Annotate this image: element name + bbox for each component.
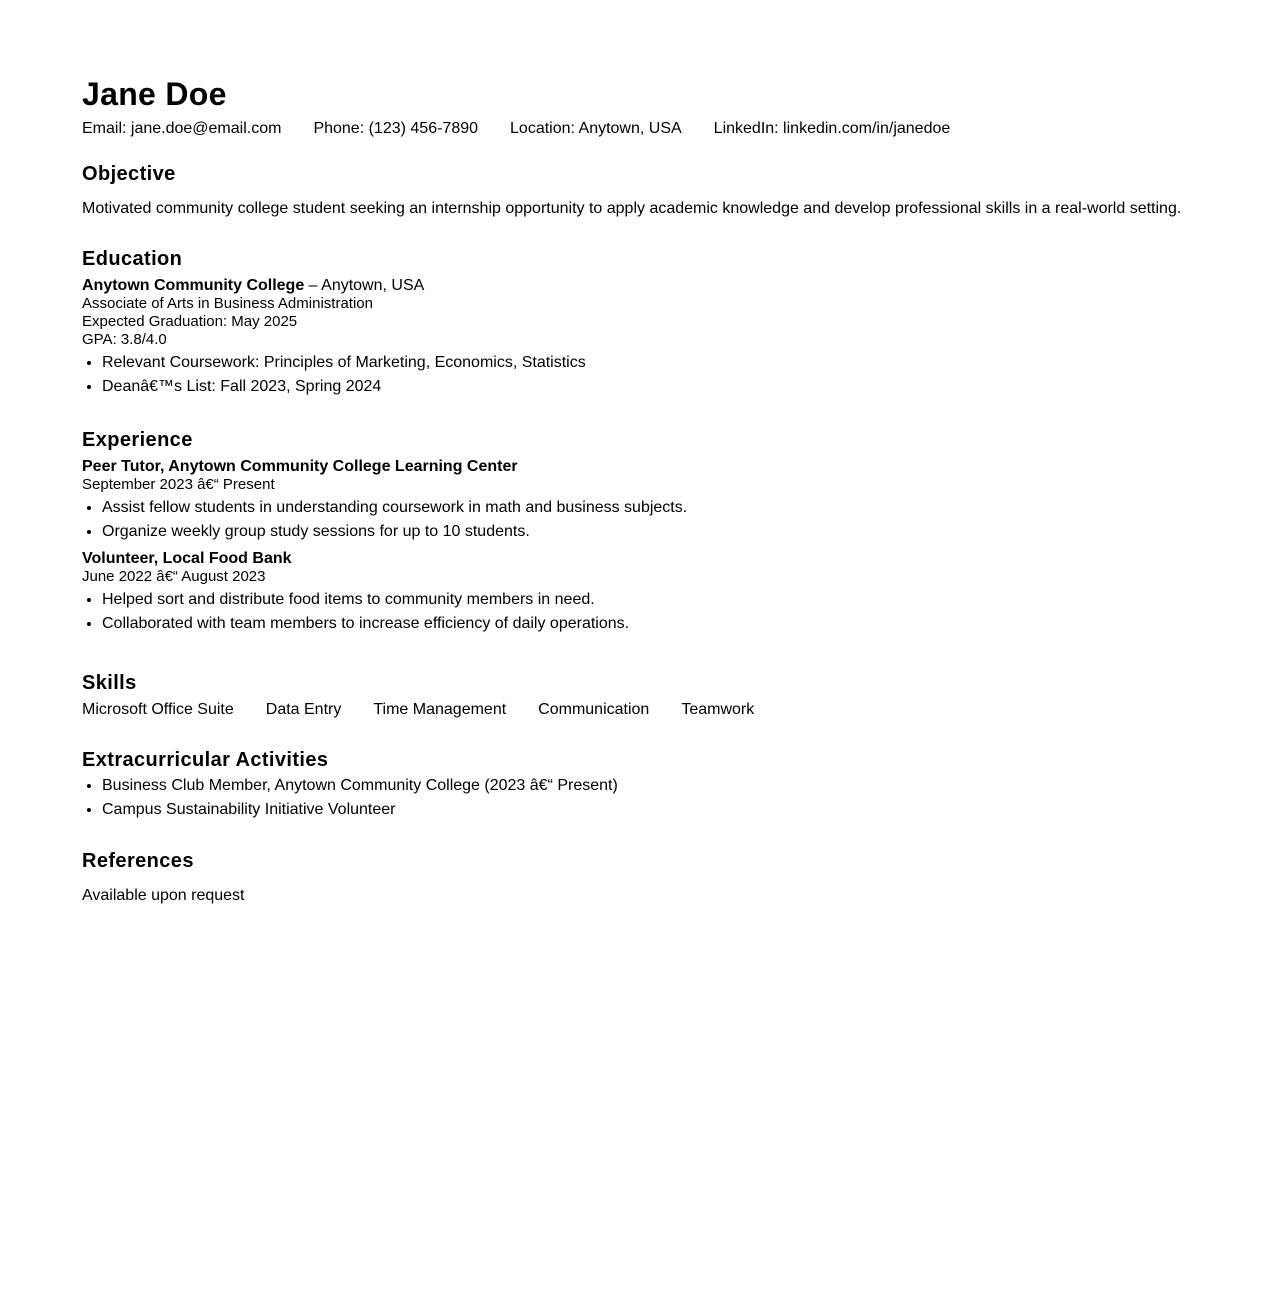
- job-title: Volunteer, Local Food Bank: [82, 550, 292, 567]
- contact-email: Email: jane.doe@email.com: [82, 120, 282, 137]
- list-item: • Business Club Member, Anytown Community College (2023 â€“ Present): [102, 774, 1238, 798]
- list-item: • Helped sort and distribute food items to community members in need.: [102, 588, 1238, 612]
- extracurricular-heading: Extracurricular Activities: [82, 749, 329, 771]
- list-item: • Relevant Coursework: Principles of Marketing, Economics, Statistics: [102, 351, 1238, 375]
- section-extracurricular: [82, 748, 1238, 822]
- list-item: • Campus Sustainability Initiative Volunteer: [102, 798, 1238, 822]
- education-bullets: [82, 351, 1238, 399]
- section-objective: [82, 162, 1238, 218]
- job-bullets: [82, 588, 1238, 636]
- skill-item: Microsoft Office Suite: [82, 701, 234, 718]
- section-experience: [82, 428, 1238, 636]
- education-school: Anytown Community College: [82, 277, 305, 294]
- job-dates: September 2023 â€“ Present: [82, 476, 275, 493]
- section-education: [82, 247, 1238, 399]
- experience-heading: Experience: [82, 429, 193, 451]
- skill-item: Communication: [538, 701, 650, 718]
- objective-text: Motivated community college student seeking an internship opportunity to apply academic knowledge and develop professional skills in a real-world setting.: [82, 200, 1182, 217]
- objective-heading: Objective: [82, 163, 176, 185]
- education-degree: Associate of Arts in Business Administration: [82, 295, 373, 312]
- section-skills: [82, 671, 1238, 719]
- section-references: [82, 849, 1238, 905]
- contact-linkedin: LinkedIn: linkedin.com/in/janedoe: [713, 120, 951, 137]
- skill-item: Data Entry: [265, 701, 342, 718]
- list-item: • Organize weekly group study sessions for up to 10 students.: [102, 520, 1238, 544]
- education-heading: Education: [82, 248, 183, 270]
- skills-list: [82, 701, 1238, 719]
- list-item: • Deanâ€™s List: Fall 2023, Spring 2024: [102, 375, 1238, 399]
- skill-item: Time Management: [373, 701, 507, 718]
- list-item: • Assist fellow students in understanding coursework in math and business subjects.: [102, 496, 1238, 520]
- contact-phone: Phone: (123) 456-7890: [313, 120, 479, 137]
- job-dates: June 2022 â€“ August 2023: [82, 568, 266, 585]
- skills-heading: Skills: [82, 672, 137, 694]
- list-item: • Collaborated with team members to increase efficiency of daily operations.: [102, 612, 1238, 636]
- education-graduation: Expected Graduation: May 2025: [82, 313, 298, 330]
- resume-name: Jane Doe: [82, 76, 227, 112]
- contact-location: Location: Anytown, USA: [510, 120, 682, 137]
- education-school-line: [82, 277, 1238, 295]
- contact-info: [82, 120, 1238, 138]
- job-bullets: [82, 496, 1238, 544]
- education-location: – Anytown, USA: [304, 277, 425, 294]
- references-text: Available upon request: [82, 887, 245, 904]
- job-title: Peer Tutor, Anytown Community College Learning Center: [82, 458, 518, 475]
- resume: [82, 74, 1238, 904]
- skill-item: Teamwork: [681, 701, 755, 718]
- extracurricular-bullets: [82, 774, 1238, 822]
- references-heading: References: [82, 850, 194, 872]
- education-gpa: GPA: 3.8/4.0: [82, 331, 167, 348]
